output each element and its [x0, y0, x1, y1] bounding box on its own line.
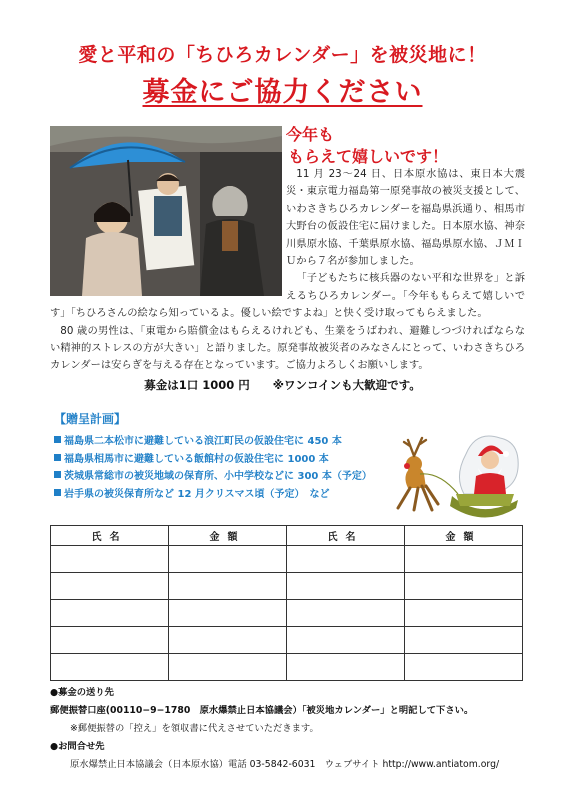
- ledger-cell[interactable]: [287, 627, 405, 654]
- photo-spacer: [50, 166, 286, 302]
- plan-item: [54, 468, 394, 486]
- ledger-cell[interactable]: [169, 546, 287, 573]
- article-paragraph-2: 「子どもたちに核兵器のない平和な世界を」と訴えるちひろカレンダー。「今年ももらえて嬉しいです」「ちひろさんの絵なら知っているよ。優しい絵ですよね」と快く受け取ってもらえました。: [50, 272, 525, 320]
- ledger-header-row: [51, 526, 523, 546]
- postal-account: 郵便振替口座(00110−9−1780 原水爆禁止日本協議会）「被災地カレンダー」と明記して下さい。: [50, 705, 474, 716]
- ledger-header-amount: 金額: [169, 526, 287, 546]
- title-line-2-text: 募金にご協力ください: [142, 77, 423, 108]
- ledger-cell[interactable]: [169, 573, 287, 600]
- ledger-cell[interactable]: [51, 654, 169, 681]
- title-line-2: [0, 70, 565, 109]
- subhead-line-2: もらえて嬉しいです！: [288, 147, 449, 166]
- square-bullet-icon: [54, 471, 61, 478]
- ledger-header-name: 氏名: [287, 526, 405, 546]
- ledger-cell[interactable]: [51, 573, 169, 600]
- article-paragraph-1: 11 月 23〜24 日、日本原水協は、東日本大震災・東京電力福島第一原発事故の被災支援として、いわさきちひろカレンダーを福島県浜通り、相馬市大野台の仮設住宅に届けました。日本原水協、神奈川県原水協、千葉県原水協、福島県原水協、ＪＭＩＵから７名が参加しました。: [286, 168, 525, 268]
- ledger-row: [51, 573, 523, 600]
- santa-reindeer-sleigh-icon: [380, 424, 522, 526]
- ledger-cell[interactable]: [169, 627, 287, 654]
- plan-heading: 【贈呈計画】: [54, 412, 127, 426]
- ledger-cell[interactable]: [169, 654, 287, 681]
- ledger-cell[interactable]: [287, 600, 405, 627]
- ledger-cell[interactable]: [287, 573, 405, 600]
- plan-item-text: 茨城県常総市の被災地域の保育所、小中学校などに 300 本（予定）: [64, 471, 372, 483]
- ledger-row: [51, 600, 523, 627]
- ledger-cell[interactable]: [405, 600, 523, 627]
- ledger-row: [51, 546, 523, 573]
- contact-label: ●お問合せ先: [50, 741, 105, 752]
- plan-item-text: 岩手県の被災保育所など 12 月クリスマス頃（予定） など: [64, 488, 330, 500]
- subhead-line-1: 今年も: [286, 125, 335, 144]
- article-subhead: [286, 124, 526, 168]
- square-bullet-icon: [54, 436, 61, 443]
- ledger-cell[interactable]: [405, 627, 523, 654]
- ledger-row: [51, 654, 523, 681]
- plan-item: [54, 486, 394, 504]
- title-line-1: 愛と平和の「ちひろカレンダー」を被災地に！: [78, 44, 487, 66]
- ledger-cell[interactable]: [51, 627, 169, 654]
- ledger-cell[interactable]: [169, 600, 287, 627]
- ledger-cell[interactable]: [405, 573, 523, 600]
- ledger-cell[interactable]: [287, 546, 405, 573]
- ledger-header-amount: 金額: [405, 526, 523, 546]
- send-label: ●募金の送り先: [50, 687, 114, 698]
- ledger-header-name: 氏名: [51, 526, 169, 546]
- ledger-cell[interactable]: [51, 600, 169, 627]
- plan-item-text: 福島県相馬市に避難している飯館村の仮設住宅に 1000 本: [64, 453, 329, 465]
- ledger-row: [51, 627, 523, 654]
- donation-amount: 募金は1口 1000 円 ※ワンコインも大歓迎です。: [144, 378, 421, 392]
- ledger-cell[interactable]: [405, 546, 523, 573]
- ledger-cell[interactable]: [51, 546, 169, 573]
- plan-item-text: 福島県二本松市に避難している浪江町民の仮設住宅に 450 本: [64, 436, 342, 447]
- square-bullet-icon: [54, 454, 61, 461]
- article-body: [50, 166, 525, 375]
- ledger-cell[interactable]: [287, 654, 405, 681]
- plan-list: [54, 433, 394, 503]
- donor-ledger-table: [50, 525, 523, 681]
- ledger-cell[interactable]: [405, 654, 523, 681]
- square-bullet-icon: [54, 489, 61, 496]
- plan-item: [54, 451, 394, 469]
- receipt-note: ※郵便振替の「控え」を領収書に代えさせていただきます。: [70, 723, 319, 734]
- article-paragraph-3: 80 歳の男性は、「東電から賠償金はもらえるけれども、生業をうばわれ、避難しつづければならない精神的ストレスの方が大きい」と語りました。原発事故被災者のみなさんにとって、いわさきちひろカレンダーは安らぎを与える存在となっています。ご協力よろしくお願いします。: [50, 324, 525, 372]
- contact-info: 原水爆禁止日本協議会（日本原水協）電話 03-5842-6031 ウェブサイト http://www.antiatom.org/: [70, 759, 500, 770]
- plan-item: [54, 433, 394, 451]
